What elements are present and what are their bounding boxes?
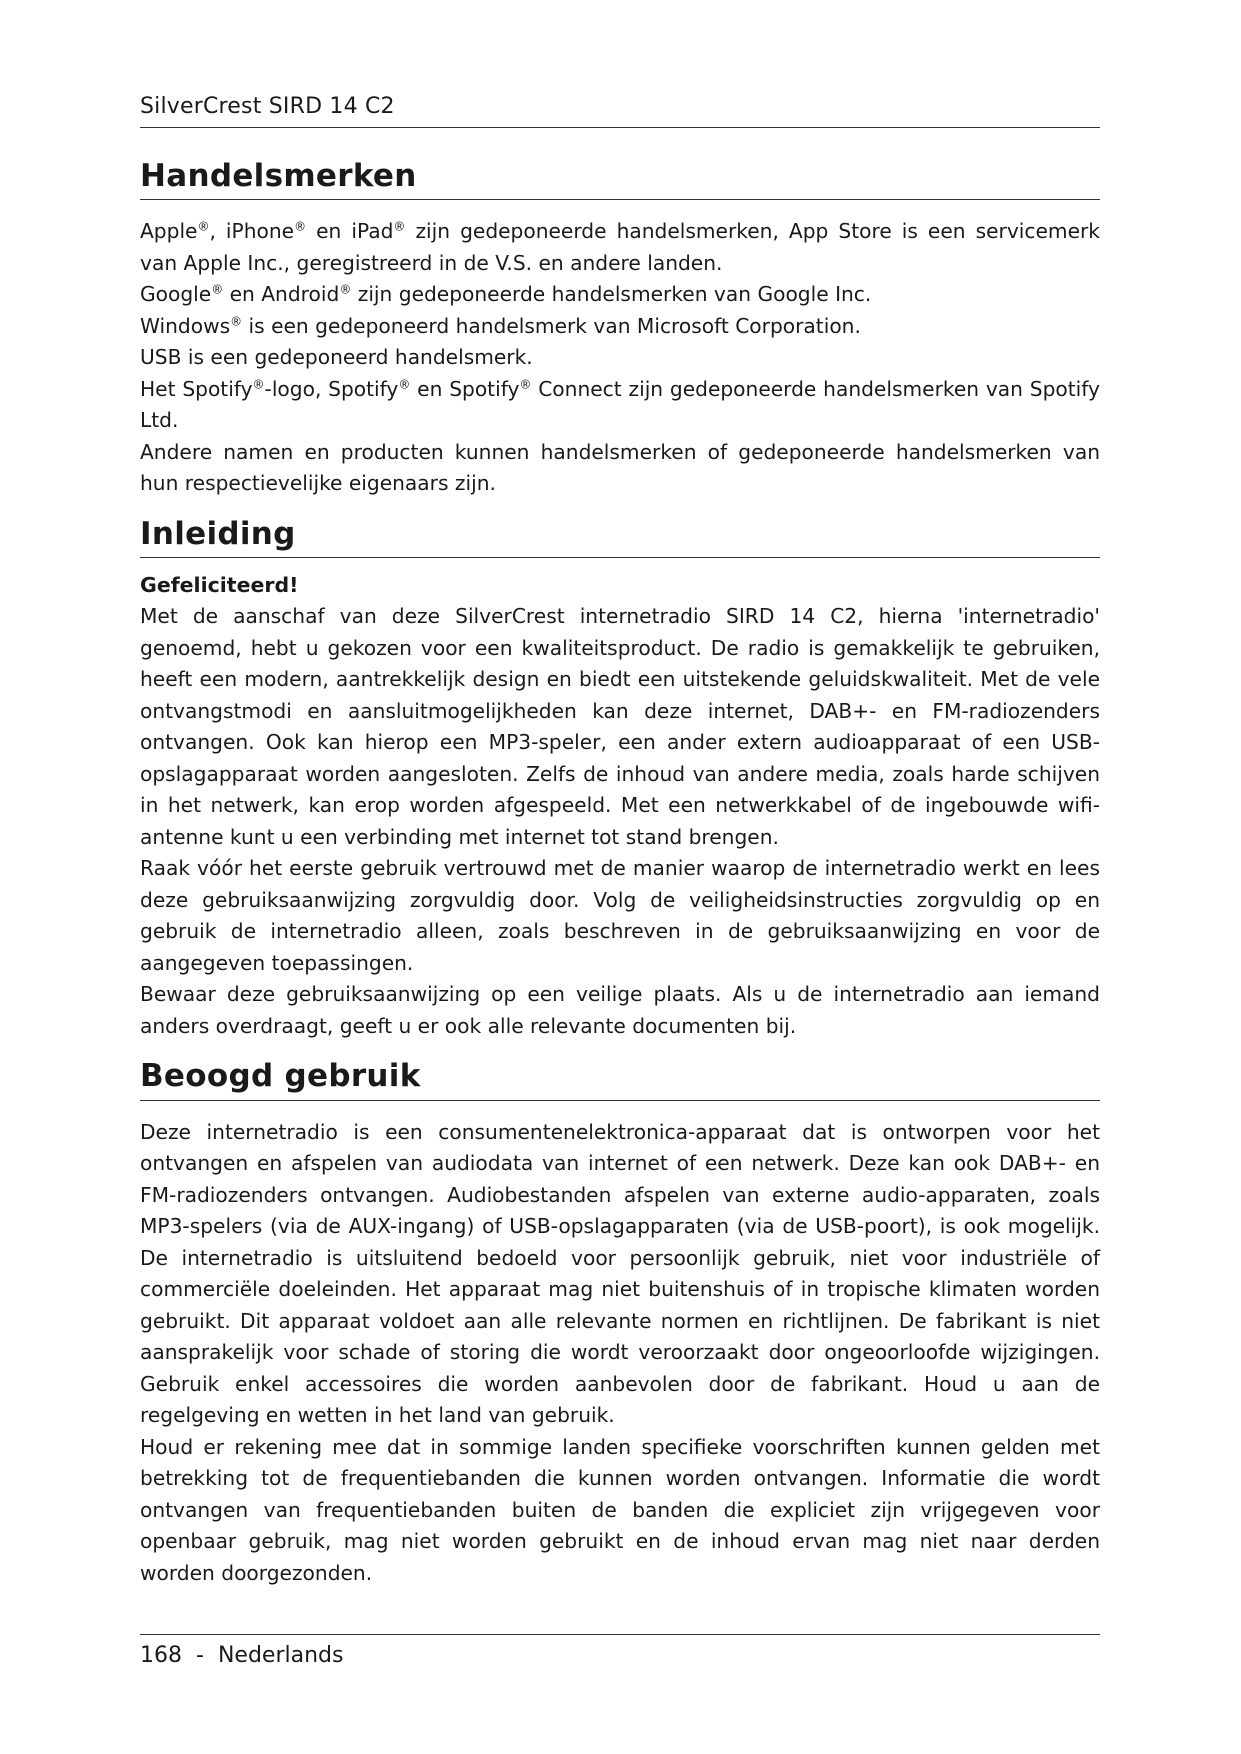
paragraph: Het Spotify®-logo, Spotify® en Spotify® Connect zijn gedeponeerde handelsmerken van Spotify Ltd. — [140, 376, 1100, 433]
paragraph: Deze internetradio is een consumentenelektronica-apparaat dat is ontworpen voor het ontvangen en afspelen van audiodata van internet of een netwerk. Deze kan ook DAB+- en FM-radiozenders ontvangen. Audiobestanden afspelen van externe audio-apparaten, zoals MP3-spelers (via de AUX-ingang) of USB-opslagapparaten (via de USB-poort), is ook mogelijk. De internetradio is uitsluitend bedoeld voor persoonlijk gebruik, niet voor industriële of commerciële doeleinden. Het apparaat mag niet buitenshuis of in tropische klimaten worden gebruikt. Dit apparaat voldoet aan alle relevante normen en richtlijnen. De fabrikant is niet aansprakelijk voor schade of storing die wordt veroorzaakt door ongeoorloofde wijzigingen. Gebruik enkel accessoires die worden aanbevolen door de fabrikant. Houd u aan de regelgeving en wetten in het land van gebruik. — [140, 1119, 1100, 1428]
registered-mark: ® — [519, 376, 532, 391]
heading-inleiding: Inleiding — [140, 516, 1100, 558]
paragraph: USB is een gedeponeerd handelsmerk. — [140, 345, 533, 370]
paragraph: Raak vóór het eerste gebruik vertrouwd met de manier waarop de internetradio werkt en lees deze gebruiksaanwijzing zorgvuldig door. Volg de veiligheidsinstructies zorgvuldig op en gebruik de internetradio alleen, zoals beschreven in de gebruiksaanwijzing en voor de aangegeven toepassingen. — [140, 856, 1100, 975]
header-title: SilverCrest SIRD 14 C2 — [140, 94, 395, 119]
page-number: 168 — [140, 1643, 182, 1668]
paragraph: Google® en Android® zijn gedeponeerde handelsmerken van Google Inc. — [140, 282, 872, 307]
section-handelsmerken — [140, 158, 1100, 500]
paragraph: Houd er rekening mee dat in sommige landen specifieke voorschriften kunnen gelden met betrekking tot de frequentiebanden die kunnen worden ontvangen. Informatie die wordt ontvangen van frequentiebanden buiten de banden die expliciet zijn vrijgegeven voor openbaar gebruik, mag niet worden gebruikt en de inhoud ervan mag niet naar derden worden doorgezonden. — [140, 1434, 1100, 1585]
beoogd-gebruik-body — [140, 1117, 1100, 1590]
registered-mark: ® — [197, 219, 210, 234]
running-header — [140, 94, 1100, 128]
subheading-gefeliciteerd: Gefeliciteerd! — [140, 572, 299, 597]
paragraph: Windows® is een gedeponeerd handelsmerk van Microsoft Corporation. — [140, 313, 861, 338]
handelsmerken-body — [140, 216, 1100, 500]
registered-mark: ® — [230, 313, 243, 328]
paragraph: Apple®, iPhone® en iPad® zijn gedeponeerde handelsmerken, App Store is een servicemerk van Apple Inc., geregistreerd in de V.S. en andere landen. — [140, 219, 1100, 275]
registered-mark: ® — [339, 282, 352, 297]
heading-handelsmerken: Handelsmerken — [140, 158, 1100, 200]
heading-beoogd-gebruik: Beoogd gebruik — [140, 1058, 1100, 1100]
registered-mark: ® — [398, 376, 411, 391]
registered-mark: ® — [393, 219, 406, 234]
paragraph: Andere namen en producten kunnen handelsmerken of gedeponeerde handelsmerken van hun respectievelijke eigenaars zijn. — [140, 439, 1100, 496]
registered-mark: ® — [294, 219, 307, 234]
registered-mark: ® — [252, 376, 265, 391]
footer-separator: - — [196, 1643, 204, 1668]
inleiding-body — [140, 601, 1100, 1042]
page-footer — [140, 1634, 1100, 1668]
section-beoogd-gebruik — [140, 1058, 1100, 1589]
page-content — [140, 158, 1100, 1605]
registered-mark: ® — [211, 282, 224, 297]
footer-language: Nederlands — [217, 1643, 344, 1668]
paragraph: Bewaar deze gebruiksaanwijzing op een veilige plaats. Als u de internetradio aan iemand anders overdraagt, geeft u er ook alle relevante documenten bij. — [140, 982, 1100, 1038]
paragraph: Met de aanschaf van deze SilverCrest internetradio SIRD 14 C2, hierna 'internetradio' genoemd, hebt u gekozen voor een kwaliteitsproduct. De radio is gemakkelijk te gebruiken, heeft een modern, aantrekkelijk design en biedt een uitstekende geluidskwaliteit. Met de vele ontvangstmodi en aansluitmogelijkheden kan deze internet, DAB+- en FM-radiozenders ontvangen. Ook kan hierop een MP3-speler, een ander extern audioapparaat of een USB-opslagapparaat worden aangesloten. Zelfs de inhoud van andere media, zoals harde schijven in het netwerk, kan erop worden afgespeeld. Met een netwerkkabel of de ingebouwde wifi-antenne kunt u een verbinding met internet tot stand brengen. — [140, 604, 1100, 849]
section-inleiding — [140, 516, 1100, 1043]
